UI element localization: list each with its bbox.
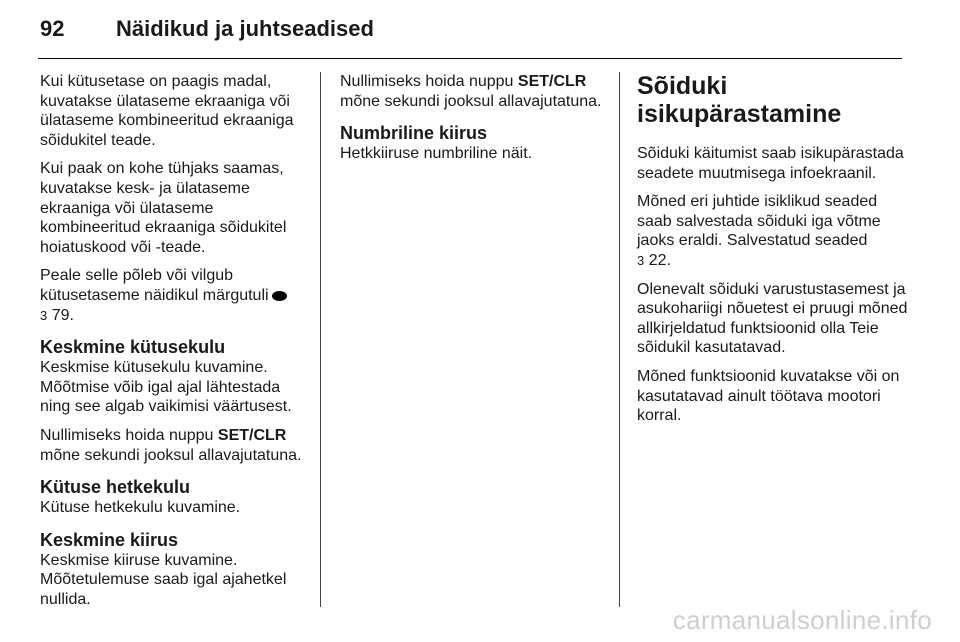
page-reference-icon: 3 <box>40 307 48 323</box>
column-divider <box>619 72 620 607</box>
watermark: carmanualsonline.info <box>672 605 932 635</box>
page-reference-icon: 3 <box>637 252 645 268</box>
paragraph-text: Peale selle põleb või vilgub kütusetaseme näidikul märgutuli <box>40 267 269 304</box>
heading-instant-fuel: Kütuse hetkekulu <box>40 477 191 498</box>
middle-column <box>340 72 612 173</box>
button-name: SET/CLR <box>217 426 287 444</box>
page-reference: 22. <box>648 251 671 269</box>
section-title: Näidikud ja juhtseadised <box>116 16 374 41</box>
paragraph-text: Nullimiseks hoida nuppu <box>340 73 514 90</box>
right-column <box>637 72 912 435</box>
paragraph: Sõiduki käitumist saab isikupärastada seadete muutmisega infoekraanil. <box>637 145 904 182</box>
heading-line: isikupärastamine <box>637 100 842 128</box>
page-reference: 79. <box>51 306 74 324</box>
paragraph <box>40 426 310 465</box>
paragraph-text: mõne sekundi jooksul allavajutatuna. <box>40 446 302 464</box>
page-header <box>40 14 902 54</box>
paragraph-text: mõne sekundi jooksul allavajutatuna. <box>340 92 602 110</box>
paragraph: Kui paak on kohe tühjaks saamas, kuvatakse kesk- ja ülataseme ekraaniga või ülataseme kombineeritud ekraaniga sõidukitel hoiatuskood või -teade. <box>40 160 287 256</box>
paragraph: Kui kütusetase on paagis madal, kuvatakse ülataseme ekraaniga või ülataseme kombineeritud ekraaniga sõidukitel teade. <box>40 73 294 149</box>
header-rule <box>38 58 902 59</box>
fuel-warning-lamp-icon <box>272 291 287 301</box>
paragraph-text: Mõned eri juhtide isiklikud seaded saab salvestada sõiduki iga võtme jaoks eraldi. Salvestatud seaded <box>637 193 881 250</box>
paragraph: Keskmise kütusekulu kuvamine. Mõõtmise võib igal ajal lähtestada ning see algab vaikimisi väärtusest. <box>40 359 292 416</box>
button-name: SET/CLR <box>517 73 587 90</box>
paragraph: Hetkkiiruse numbriline näit. <box>340 145 533 163</box>
left-column <box>40 72 310 618</box>
heading-numeric-speed: Numbriline kiirus <box>340 123 488 144</box>
paragraph <box>637 192 912 270</box>
paragraph <box>40 266 310 325</box>
page-number: 92 <box>40 16 65 41</box>
paragraph: Mõned funktsioonid kuvatakse või on kasutatavad ainult töötava mootori korral. <box>637 367 900 425</box>
paragraph: Keskmise kiiruse kuvamine. Mõõtetulemuse saab igal ajahetkel nullida. <box>40 551 287 608</box>
paragraph <box>340 72 612 111</box>
paragraph: Olenevalt sõiduki varustustasemest ja asukohariigi nõuetest ei pruugi mõned allkirjeldatud funktsioonid olla Teie sõidukil kasutatavad. <box>637 280 908 357</box>
column-divider <box>320 72 321 607</box>
heading-average-fuel: Keskmine kütusekulu <box>40 337 226 358</box>
heading-average-speed: Keskmine kiirus <box>40 529 179 550</box>
heading-vehicle-personalization <box>637 72 912 128</box>
paragraph-text: Nullimiseks hoida nuppu <box>40 426 214 444</box>
paragraph: Kütuse hetkekulu kuvamine. <box>40 499 241 517</box>
heading-line: Sõiduki <box>637 72 728 100</box>
